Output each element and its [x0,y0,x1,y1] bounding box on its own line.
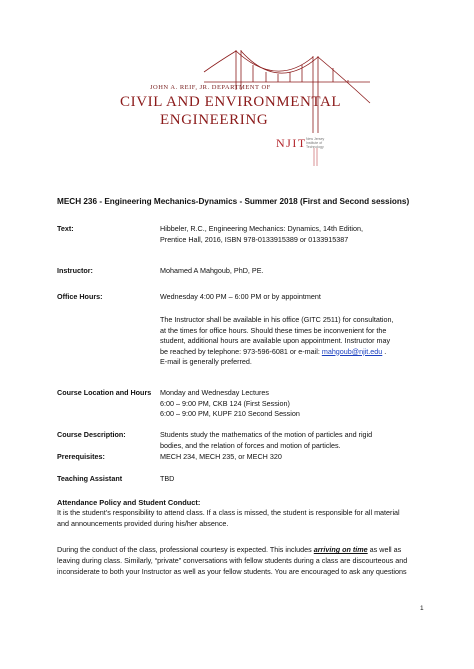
instructor-value: Mohamed A Mahgoub, PhD, PE. [160,266,264,275]
office-hours-detail-line: at the times for office hours. Should these times be inconvenient for the [160,325,387,335]
instructor-email-link[interactable]: mahgoub@njit.edu [321,346,383,356]
text-label: Text: [57,224,74,233]
location-line: Monday and Wednesday Lectures [160,388,269,397]
attendance-paragraph-2 [57,544,419,577]
description-line: Students study the mathematics of the motion of particles and rigid [160,430,373,439]
njit-tagline: New Jersey Institute of Technology [306,137,325,149]
department-letterhead [108,48,378,168]
emphasis-text: arriving on time [313,545,368,554]
course-title: MECH 236 - Engineering Mechanics-Dynamics - Summer 2018 (First and Second sessions) [57,197,410,206]
office-hours-detail-line: student, additional hours are available upon appointment. Instructor may [160,336,391,345]
paragraph-line: inconsiderate to both your Instructor as well as your fellow students. You are encouraged to ask any questions [57,567,407,576]
instructor-label: Instructor: [57,266,93,275]
text-line: Prentice Hall, 2016, ISBN 978-0133915389 or 0133915387 [160,234,349,244]
attendance-heading: Attendance Policy and Student Conduct: [57,498,201,507]
department-name-line2: ENGINEERING [160,112,269,128]
text-value [160,224,428,245]
office-hours-detail-line: E-mail is generally preferred. [160,357,252,366]
paragraph-line: and announcements provided during his/her absence. [57,519,229,528]
email-suffix: . [382,346,387,356]
ta-label: Teaching Assistant [57,474,123,483]
page-number: 1 [420,605,424,612]
location-line: 6:00 – 9:00 PM, KUPF 210 Second Session [160,409,300,418]
paragraph-line: It is the student’s responsibility to attend class. If a class is missed, the student is responsible for all material [57,508,400,517]
contact-text: be reached by telephone: 973-596-6081 or e-mail: [160,346,322,356]
njit-logo-text: NJIT [276,136,307,150]
description-line: bodies, and the relation of forces and motion of particles. [160,440,341,450]
text-line: Hibbeler, R.C., Engineering Mechanics: Dynamics, 14th Edition, [160,224,363,233]
office-hours-detail-line: The Instructor shall be available in his office (GITC 2511) for consultation, [160,315,394,324]
paragraph-text: During the conduct of the class, professional courtesy is expected. This includes [57,545,314,554]
description-label: Course Description: [57,430,126,439]
office-hours-label: Office Hours: [57,292,103,301]
location-line: 6:00 – 9:00 PM, CKB 124 (First Session) [160,398,290,408]
prerequisites-value: MECH 234, MECH 235, or MECH 320 [160,452,282,461]
department-name-line1: CIVIL AND ENVIRONMENTAL [120,94,342,110]
department-name-small: JOHN A. REIF, JR. DEPARTMENT OF [150,84,271,91]
office-hours-value: Wednesday 4:00 PM – 6:00 PM or by appointment [160,292,321,301]
location-label: Course Location and Hours [57,388,152,397]
attendance-paragraph-1 [57,507,419,529]
ta-value: TBD [160,474,175,483]
prerequisites-label: Prerequisites: [57,452,105,461]
office-hours-detail-line [160,347,428,358]
paragraph-text: as well as [367,545,402,554]
paragraph-line [57,544,419,555]
paragraph-line: leaving during class. Similarly, “private” conversations with fellow students during a class are discourteous and [57,556,408,565]
